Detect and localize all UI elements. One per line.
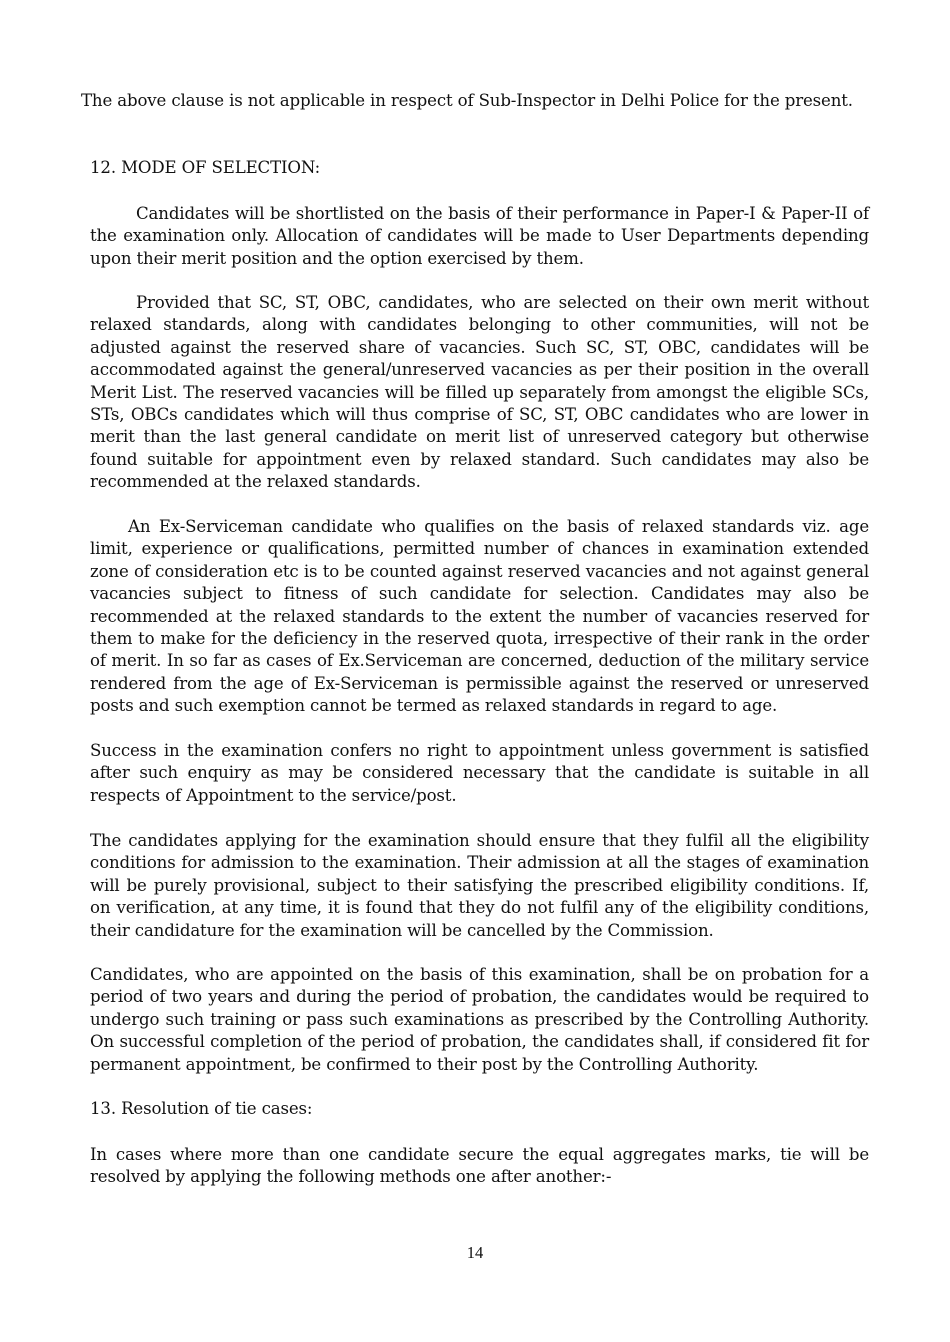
section-13-paragraph-1: In cases where more than one candidate secure the equal aggregates marks, tie will be resolved by applying the following methods one after another:- xyxy=(90,1145,869,1187)
section-12-paragraph-3: An Ex-Serviceman candidate who qualifies on the basis of relaxed standards viz. age limit, experience or qualifications, permitted number of chances in examination extended zone of consideration etc is to be counted against reserved vacancies and not against general vacancies subject to fitness of such candidate for selection. Candidates may also be recommended at the relaxed standards to the extent the number of vacancies reserved for them to make for the deficiency in the reserved quota, irrespective of their rank in the order of merit. In so far as cases of Ex.Serviceman are concerned, deduction of the military service rendered from the age of Ex-Serviceman is permissible against the reserved or unreserved posts and such exemption cannot be termed as relaxed standards in regard to age. xyxy=(90,517,869,716)
intro-line: The above clause is not applicable in respect of Sub-Inspector in Delhi Police for the present. xyxy=(81,91,853,110)
section-12-paragraph-5: The candidates applying for the examination should ensure that they fulfil all the eligibility conditions for admission to the examination. Their admission at all the stages of examination will be purely provisional, subject to their satisfying the prescribed eligibility conditions. If, on verification, at any time, it is found that they do not fulfil any of the eligibility conditions, their candidature for the examination will be cancelled by the Commission. xyxy=(90,831,869,940)
page-number: 14 xyxy=(466,1243,484,1262)
section-12-paragraph-4: Success in the examination confers no right to appointment unless government is satisfied after such enquiry as may be considered necessary that the candidate is suitable in all respects of Appointment to the service/post. xyxy=(90,741,869,805)
section-12-paragraph-2: Provided that SC, ST, OBC, candidates, who are selected on their own merit without relaxed standards, along with candidates belonging to other communities, will not be adjusted against the reserved share of vacancies. Such SC, ST, OBC, candidates will be accommodated against the general/unreserved vacancies as per their position in the overall Merit List. The reserved vacancies will be filled up separately from amongst the eligible SCs, STs, OBCs candidates which will thus comprise of SC, ST, OBC candidates who are lower in merit than the last general candidate on merit list of unreserved category but otherwise found suitable for appointment even by relaxed standard. Such candidates may also be recommended at the relaxed standards. xyxy=(90,293,869,492)
section-12-paragraph-6: Candidates, who are appointed on the basis of this examination, shall be on probation for a period of two years and during the period of probation, the candidates would be required to undergo such training or pass such examinations as prescribed by the Controlling Authority. On successful completion of the period of probation, the candidates shall, if considered fit for permanent appointment, be confirmed to their post by the Controlling Authority. xyxy=(90,965,869,1074)
section-13-heading: 13. Resolution of tie cases: xyxy=(90,1099,313,1118)
section-12-paragraph-1: Candidates will be shortlisted on the basis of their performance in Paper-I & Paper-II of the examination only. Allocation of candidates will be made to User Departments depending upon their merit position and the option exercised by them. xyxy=(90,204,869,268)
section-12-heading: 12. MODE OF SELECTION: xyxy=(90,158,321,177)
